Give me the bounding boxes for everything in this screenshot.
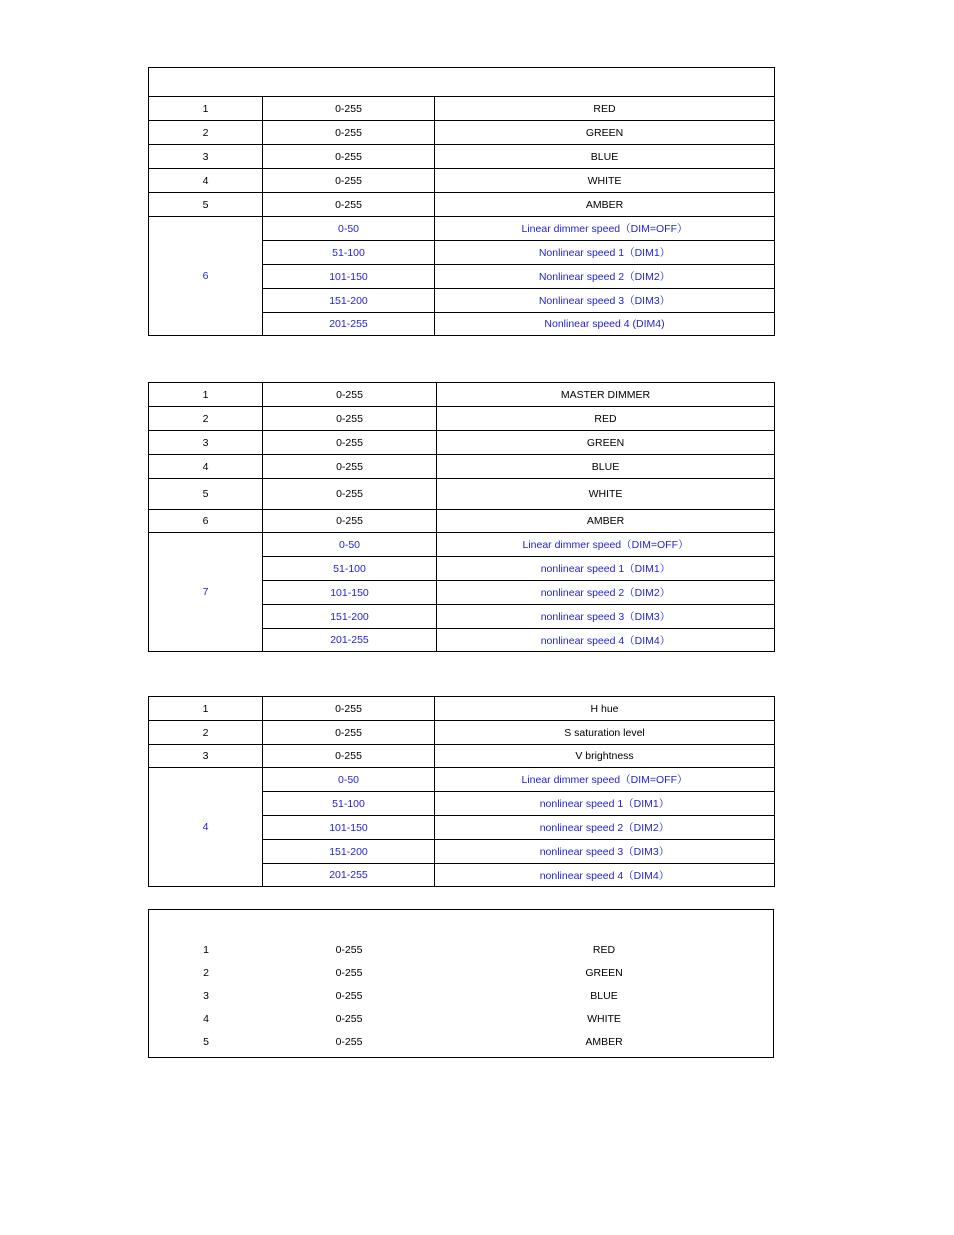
function-cell: Nonlinear speed 4 (DIM4) xyxy=(435,313,775,336)
table-row xyxy=(149,768,775,792)
function-cell: AMBER xyxy=(435,193,775,217)
function-cell: WHITE xyxy=(435,169,775,193)
channel-cell: 3 xyxy=(149,431,263,455)
range-cell: 201-255 xyxy=(263,313,435,336)
channel-table-4 xyxy=(148,909,774,1058)
range-cell: 0-255 xyxy=(335,943,363,956)
function-cell: RED xyxy=(592,943,616,956)
function-cell: nonlinear speed 1（DIM1） xyxy=(435,792,775,816)
table-row xyxy=(149,745,775,768)
range-cell: 201-255 xyxy=(263,629,437,652)
table-row xyxy=(149,1007,773,1030)
table-row xyxy=(149,217,775,241)
range-cell: 0-50 xyxy=(263,768,435,792)
range-cell: 0-255 xyxy=(335,966,363,979)
table-row xyxy=(149,479,775,510)
channel-cell: 2 xyxy=(203,966,209,979)
function-cell: Nonlinear speed 2（DIM2） xyxy=(435,265,775,289)
range-cell: 0-50 xyxy=(263,217,435,241)
table-row xyxy=(149,145,775,169)
range-cell: 101-150 xyxy=(263,816,435,840)
channel-cell: 3 xyxy=(149,145,263,169)
dimmer-channel-cell: 7 xyxy=(149,533,263,652)
function-cell: Nonlinear speed 1（DIM1） xyxy=(435,241,775,265)
range-cell: 0-255 xyxy=(263,97,435,121)
table-row xyxy=(149,193,775,217)
range-cell: 0-255 xyxy=(263,193,435,217)
function-cell: V brightness xyxy=(435,745,775,768)
function-cell: nonlinear speed 2（DIM2） xyxy=(435,816,775,840)
table-row xyxy=(149,938,773,961)
range-cell: 51-100 xyxy=(263,241,435,265)
function-cell: GREEN xyxy=(437,431,775,455)
range-cell: 51-100 xyxy=(263,557,437,581)
channel-cell: 2 xyxy=(149,721,263,745)
table-row xyxy=(149,1030,773,1053)
channel-table-1 xyxy=(148,67,775,336)
table-row xyxy=(149,121,775,145)
function-cell: GREEN xyxy=(435,121,775,145)
channel-cell: 5 xyxy=(149,193,263,217)
function-cell: AMBER xyxy=(437,510,775,533)
function-cell: nonlinear speed 2（DIM2） xyxy=(437,581,775,605)
channel-cell: 5 xyxy=(149,479,263,510)
channel-cell: 6 xyxy=(149,510,263,533)
range-cell: 0-255 xyxy=(263,745,435,768)
table-row xyxy=(149,407,775,431)
channel-cell: 1 xyxy=(203,943,209,956)
function-cell: BLUE xyxy=(437,455,775,479)
channel-cell: 1 xyxy=(149,383,263,407)
function-cell: WHITE xyxy=(437,479,775,510)
range-cell: 0-255 xyxy=(263,479,437,510)
function-cell: MASTER DIMMER xyxy=(437,383,775,407)
dimmer-channel-cell: 4 xyxy=(149,768,263,887)
channel-table-2 xyxy=(148,382,775,652)
channel-table-3 xyxy=(148,696,775,887)
table-header-row xyxy=(149,68,775,97)
table-row xyxy=(149,984,773,1007)
channel-cell: 1 xyxy=(149,697,263,721)
range-cell: 101-150 xyxy=(263,265,435,289)
range-cell: 0-255 xyxy=(335,1012,363,1025)
range-cell: 0-255 xyxy=(263,510,437,533)
range-cell: 151-200 xyxy=(263,289,435,313)
range-cell: 0-255 xyxy=(263,721,435,745)
function-cell: RED xyxy=(435,97,775,121)
table-row xyxy=(149,961,773,984)
range-cell: 151-200 xyxy=(263,605,437,629)
function-cell: H hue xyxy=(435,697,775,721)
channel-cell: 5 xyxy=(203,1035,209,1048)
channel-cell: 4 xyxy=(203,1012,209,1025)
range-cell: 0-255 xyxy=(263,697,435,721)
table-row xyxy=(149,697,775,721)
channel-cell: 3 xyxy=(149,745,263,768)
table-row xyxy=(149,455,775,479)
channel-cell: 2 xyxy=(149,121,263,145)
range-cell: 201-255 xyxy=(263,864,435,887)
range-cell: 0-255 xyxy=(263,431,437,455)
function-cell: nonlinear speed 1（DIM1） xyxy=(437,557,775,581)
range-cell: 51-100 xyxy=(263,792,435,816)
range-cell: 0-255 xyxy=(263,121,435,145)
channel-cell: 4 xyxy=(149,169,263,193)
function-cell: Linear dimmer speed（DIM=OFF） xyxy=(437,533,775,557)
table-row xyxy=(149,97,775,121)
function-cell: AMBER xyxy=(585,1035,623,1048)
function-cell: GREEN xyxy=(585,966,623,979)
channel-cell: 4 xyxy=(149,455,263,479)
range-cell: 0-255 xyxy=(263,407,437,431)
channel-list xyxy=(149,938,773,1053)
table-row xyxy=(149,510,775,533)
table-row xyxy=(149,169,775,193)
function-cell: nonlinear speed 4（DIM4） xyxy=(437,629,775,652)
range-cell: 0-255 xyxy=(263,455,437,479)
function-cell: WHITE xyxy=(587,1012,621,1025)
range-cell: 101-150 xyxy=(263,581,437,605)
table-header-cell xyxy=(149,68,775,97)
range-cell: 0-50 xyxy=(263,533,437,557)
function-cell: nonlinear speed 4（DIM4） xyxy=(435,864,775,887)
channel-cell: 2 xyxy=(149,407,263,431)
range-cell: 0-255 xyxy=(263,383,437,407)
function-cell: BLUE xyxy=(590,989,618,1002)
table-row xyxy=(149,533,775,557)
function-cell: Linear dimmer speed（DIM=OFF） xyxy=(435,217,775,241)
range-cell: 0-255 xyxy=(335,989,363,1002)
range-cell: 0-255 xyxy=(263,169,435,193)
range-cell: 0-255 xyxy=(263,145,435,169)
channel-cell: 1 xyxy=(149,97,263,121)
function-cell: nonlinear speed 3（DIM3） xyxy=(435,840,775,864)
table-row xyxy=(149,721,775,745)
function-cell: Linear dimmer speed（DIM=OFF） xyxy=(435,768,775,792)
function-cell: nonlinear speed 3（DIM3） xyxy=(437,605,775,629)
table-row xyxy=(149,431,775,455)
function-cell: RED xyxy=(437,407,775,431)
function-cell: S saturation level xyxy=(435,721,775,745)
function-cell: BLUE xyxy=(435,145,775,169)
range-cell: 151-200 xyxy=(263,840,435,864)
dimmer-channel-cell: 6 xyxy=(149,217,263,336)
function-cell: Nonlinear speed 3（DIM3） xyxy=(435,289,775,313)
range-cell: 0-255 xyxy=(335,1035,363,1048)
table-row xyxy=(149,383,775,407)
channel-cell: 3 xyxy=(203,989,209,1002)
